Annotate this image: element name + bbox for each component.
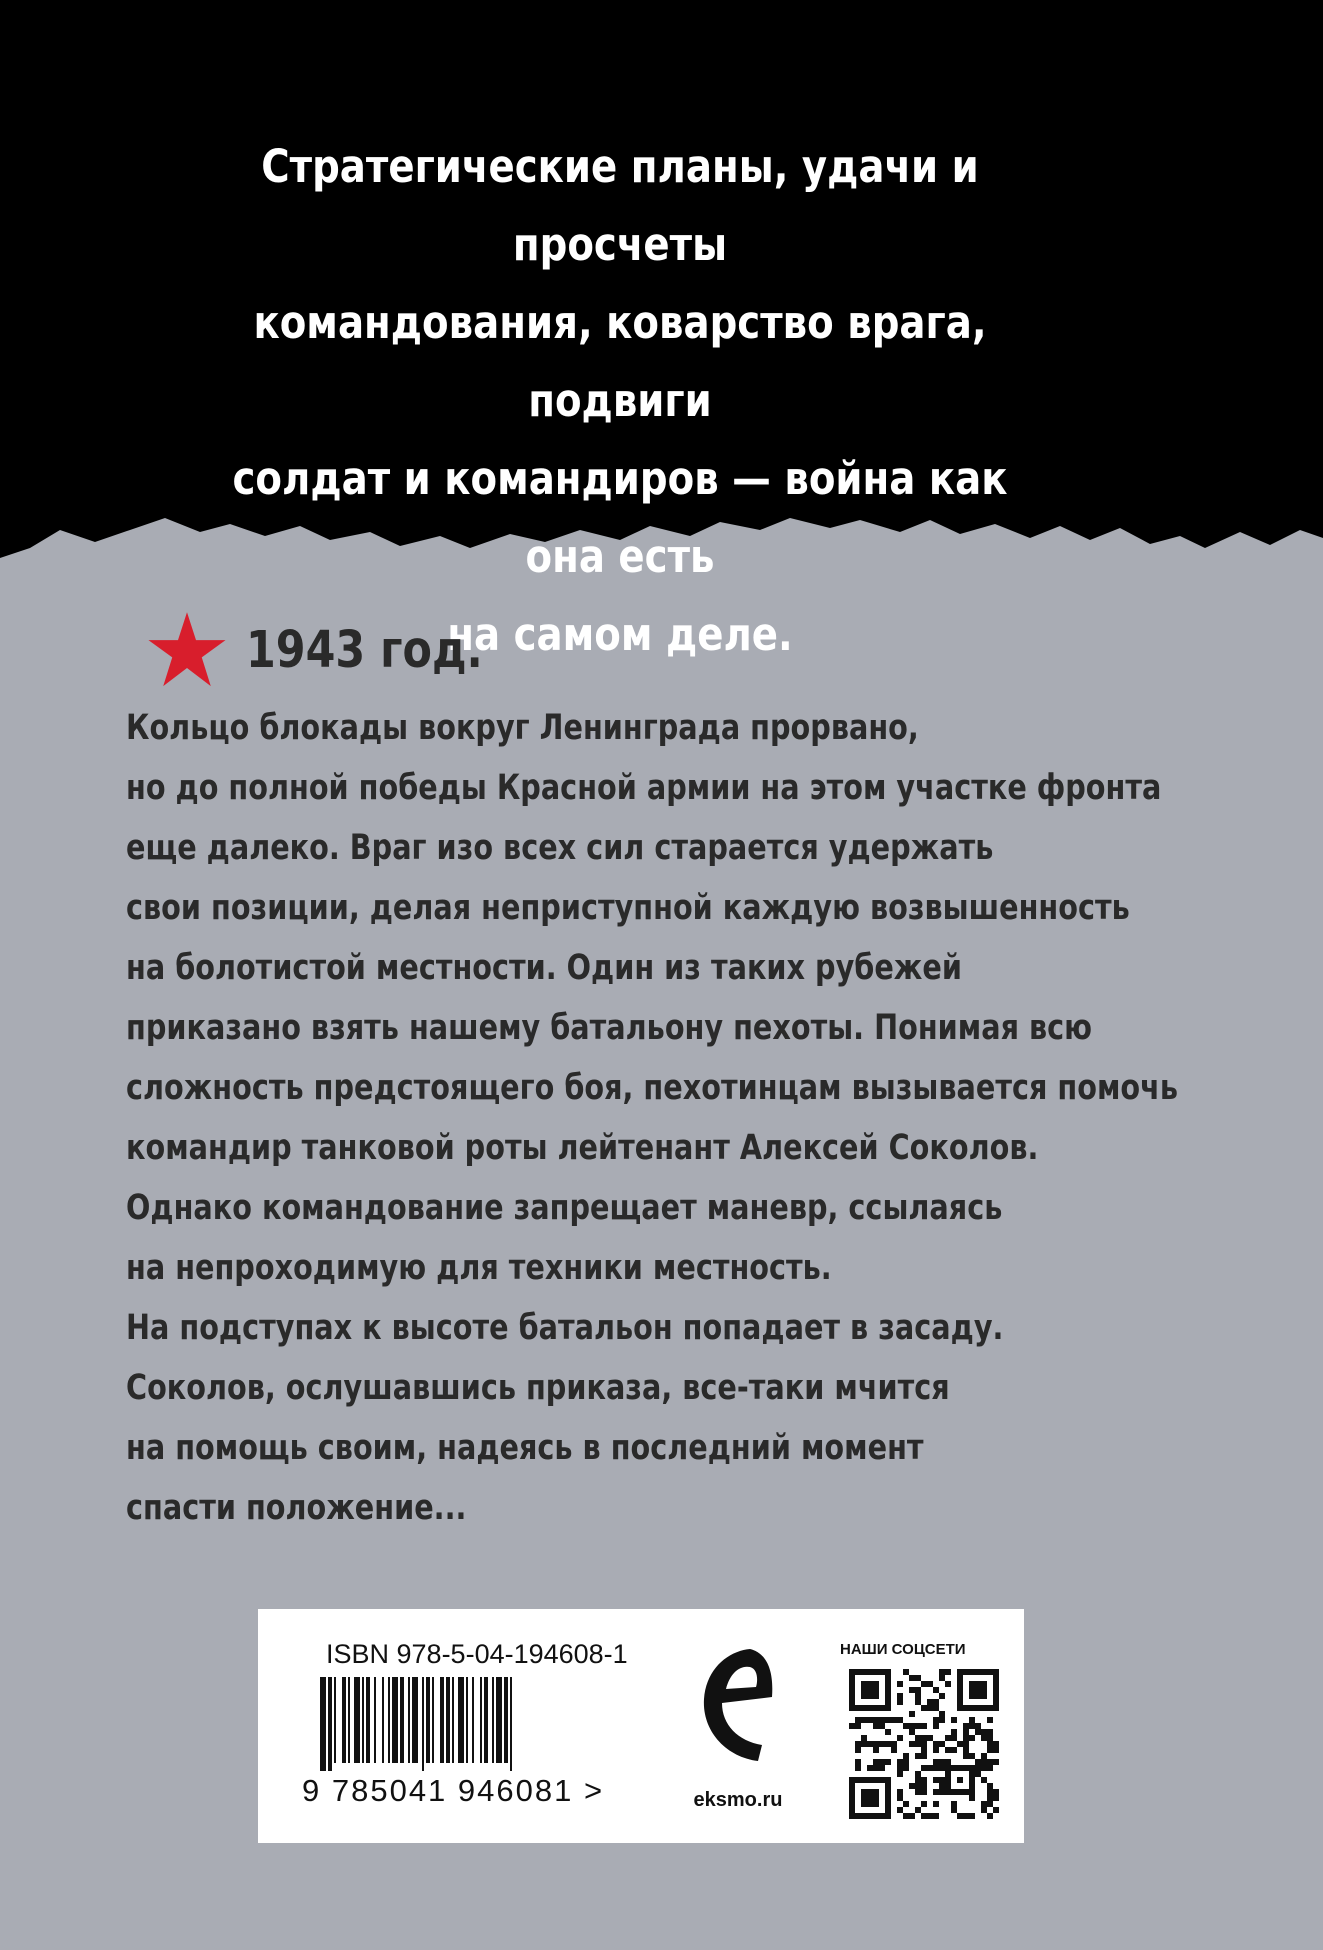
eksmo-logo-icon <box>688 1639 788 1779</box>
barcode-label-box <box>258 1609 1024 1843</box>
tagline-line: командования, коварство врага, подвиги <box>253 296 987 427</box>
tagline-line: на самом деле. <box>447 608 793 661</box>
year-heading <box>146 605 528 695</box>
annotation-line: командир танковой роты лейтенант Алексей Соколов. <box>126 1128 1039 1168</box>
annotation-line: на непроходимую для техники местность. <box>126 1248 832 1288</box>
qr-code-icon <box>849 1669 999 1819</box>
annotation-line: еще далеко. Враг изо всех сил старается удержать <box>126 828 994 868</box>
annotation-text <box>126 698 1296 1538</box>
social-label: НАШИ СОЦСЕТИ <box>840 1641 966 1658</box>
tagline-line: солдат и командиров — война как она есть <box>232 452 1008 583</box>
barcode-digits: 9 785041 946081 > <box>302 1773 605 1808</box>
star-icon <box>146 609 228 691</box>
barcode-icon <box>320 1677 620 1771</box>
annotation-line: сложность предстоящего боя, пехотинцам вызывается помочь <box>126 1068 1178 1108</box>
annotation-line: свои позиции, делая неприступной каждую возвышенность <box>126 888 1130 928</box>
annotation-line: на помощь своим, надеясь в последний момент <box>126 1428 924 1468</box>
annotation-line: спасти положение... <box>126 1488 467 1528</box>
annotation-line: на болотистой местности. Один из таких рубежей <box>126 948 962 988</box>
tagline-line: Стратегические планы, удачи и просчеты <box>261 140 979 271</box>
annotation-line: но до полной победы Красной армии на этом участке фронта <box>126 768 1162 808</box>
tagline <box>190 128 1050 674</box>
isbn-text: ISBN 978-5-04-194608-1 <box>326 1639 628 1669</box>
annotation-line: Соколов, ослушавшись приказа, все-таки мчится <box>126 1368 950 1408</box>
annotation-line: приказано взять нашему батальону пехоты. Понимая всю <box>126 1008 1093 1048</box>
annotation-line: Кольцо блокады вокруг Ленинграда прорвано, <box>126 708 919 748</box>
annotation-line: Однако командование запрещает маневр, ссылаясь <box>126 1188 1003 1228</box>
annotation-line: На подступах к высоте батальон попадает в засаду. <box>126 1308 1004 1348</box>
year-title: 1943 год. <box>246 620 483 680</box>
eksmo-site: eksmo.ru <box>693 1789 783 1811</box>
